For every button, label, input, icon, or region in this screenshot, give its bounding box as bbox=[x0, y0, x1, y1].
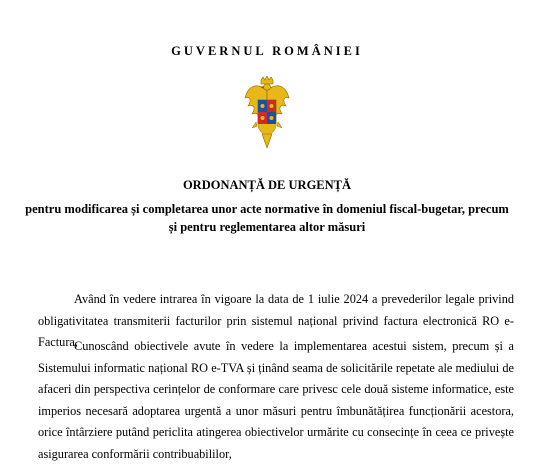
document-subtitle: pentru modificarea și completarea unor acte normative în domeniul fiscal-bugetar, precum și pentru reglementarea altor măsuri bbox=[25, 202, 509, 234]
romanian-coat-of-arms-icon bbox=[244, 76, 290, 150]
paragraph-2: Cunoscând obiectivele avute în vedere la implementarea acestui sistem, precum și a Sistemului informatic național RO e-TVA și ținând seama de solicitările repetate ale mediului de afaceri din perspectiva cerințelor de conformare care privesc cele două sisteme informatice, este imperios necesară adoptarea urgentă a unor măsuri pentru îmbunătățirea funcționării acestora, orice întârziere putând periclita atingerea obiectivelor urmărite cu consecințe în ceea ce privește asigurarea conformării contribuabililor, bbox=[38, 339, 514, 461]
document-title: ORDONANȚĂ DE URGENȚĂ bbox=[182, 178, 352, 192]
government-header: GUVERNUL ROMÂNIEI bbox=[171, 44, 363, 58]
paragraph-1: Având în vedere intrarea în vigoare la data de 1 iulie 2024 a prevederilor legale privind obligativitatea transmiterii facturilor prin sistemul național privind factura electronică RO e-Factura, bbox=[38, 292, 514, 349]
